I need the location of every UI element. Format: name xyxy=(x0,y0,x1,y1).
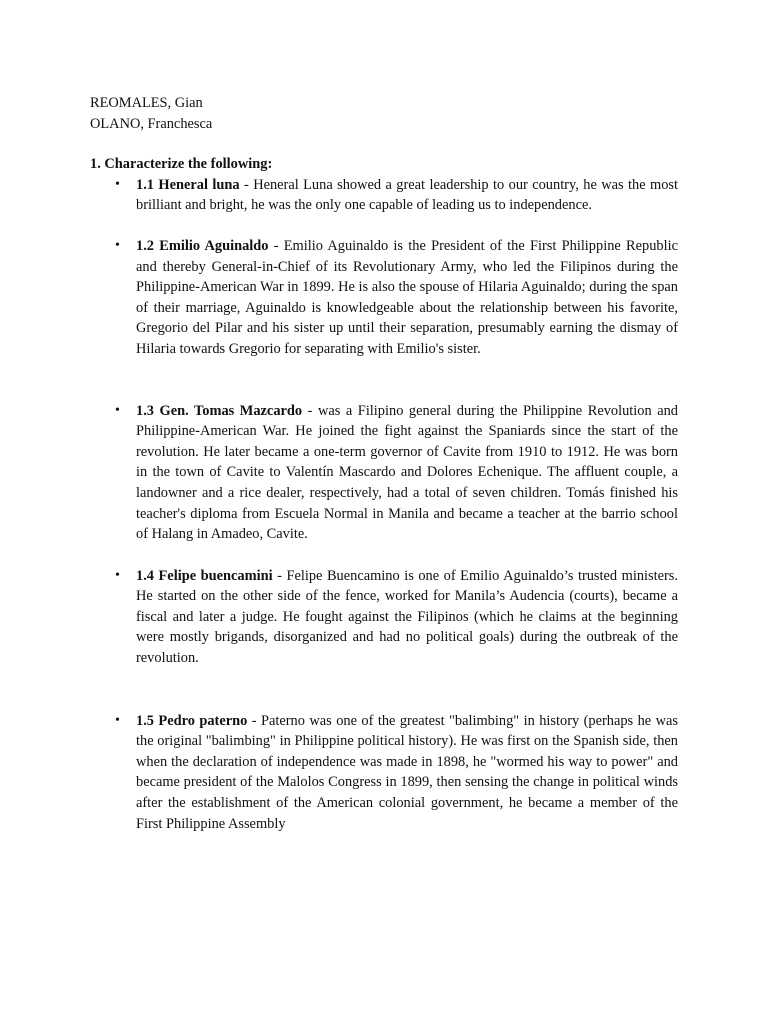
bullet-icon: • xyxy=(115,712,120,728)
item-term: 1.1 Heneral luna xyxy=(136,176,240,193)
item-term: 1.2 Emilio Aguinaldo xyxy=(136,237,269,254)
document-page xyxy=(90,93,678,834)
characterization-list xyxy=(90,175,678,834)
item-text: - Felipe Buencamino is one of Emilio Aguinaldo’s trusted ministers. He started on the other side of the fence, worked for Manila’s Audencia (courts), became a fiscal and later a judge. He fought against the Filipinos (which he claims at the beginning were mostly brigands, disorganized and had no political goals) during the outbreak of the revolution. xyxy=(136,567,679,667)
item-text: - was a Filipino general during the Philippine Revolution and Philippine-American War. He joined the fight against the Spaniards since the start of the revolution. He later became a one-term governor of Cavite from 1910 to 1912. He was born in the town of Cavite to Valentín Mascardo and Dolores Echenique. The affluent couple, a landowner and a rice dealer, respectively, had a total of seven children. Tomás finished his teacher's diploma from Escuela Normal in Manila and became a teacher at the barrio school of Halang in Amadeo, Cavite. xyxy=(136,402,678,543)
bullet-icon: • xyxy=(115,402,120,418)
item-text: - Heneral Luna showed a great leadership to our country, he was the most brilliant and bright, he was the only one capable of leading us to independence. xyxy=(136,176,679,214)
item-term: 1.3 Gen. Tomas Mazcardo xyxy=(136,402,303,419)
author-list xyxy=(90,93,678,134)
author-name: OLANO, Franchesca xyxy=(90,115,213,132)
list-item xyxy=(90,236,678,360)
list-item xyxy=(90,711,678,835)
item-term: 1.4 Felipe buencamini xyxy=(136,567,273,584)
list-item xyxy=(90,566,678,669)
item-text: - Paterno was one of the greatest "balimbing" in history (perhaps he was the original "balimbing" in Philippine political history). He was first on the Spanish side, then when the declaration of independence was made in 1898, he "wormed his way to power" and became president of the Malolos Congress in 1899, then sensing the change in political winds after the establishment of the American colonial government, he became a member of the First Philippine Assembly xyxy=(136,712,678,832)
item-term: 1.5 Pedro paterno xyxy=(136,712,248,729)
question-heading: 1. Characterize the following: xyxy=(90,156,273,173)
item-text: - Emilio Aguinaldo is the President of the First Philippine Republic and thereby General-in-Chief of its Revolutionary Army, who led the Filipinos during the Philippine-American War in 1899. He is also the spouse of Hilaria Aguinaldo; during the span of their marriage, Aguinaldo is knowledgeable about the relationship between his favorite, Gregorio del Pilar and his sister up until their separation, presumably earning the dismay of Hilaria towards Gregorio for separating with Emilio's sister. xyxy=(136,237,678,357)
author-name: REOMALES, Gian xyxy=(90,95,203,111)
list-item xyxy=(90,401,678,545)
bullet-icon: • xyxy=(115,176,120,192)
list-item xyxy=(90,175,678,216)
bullet-icon: • xyxy=(115,567,120,583)
bullet-icon: • xyxy=(115,237,120,253)
